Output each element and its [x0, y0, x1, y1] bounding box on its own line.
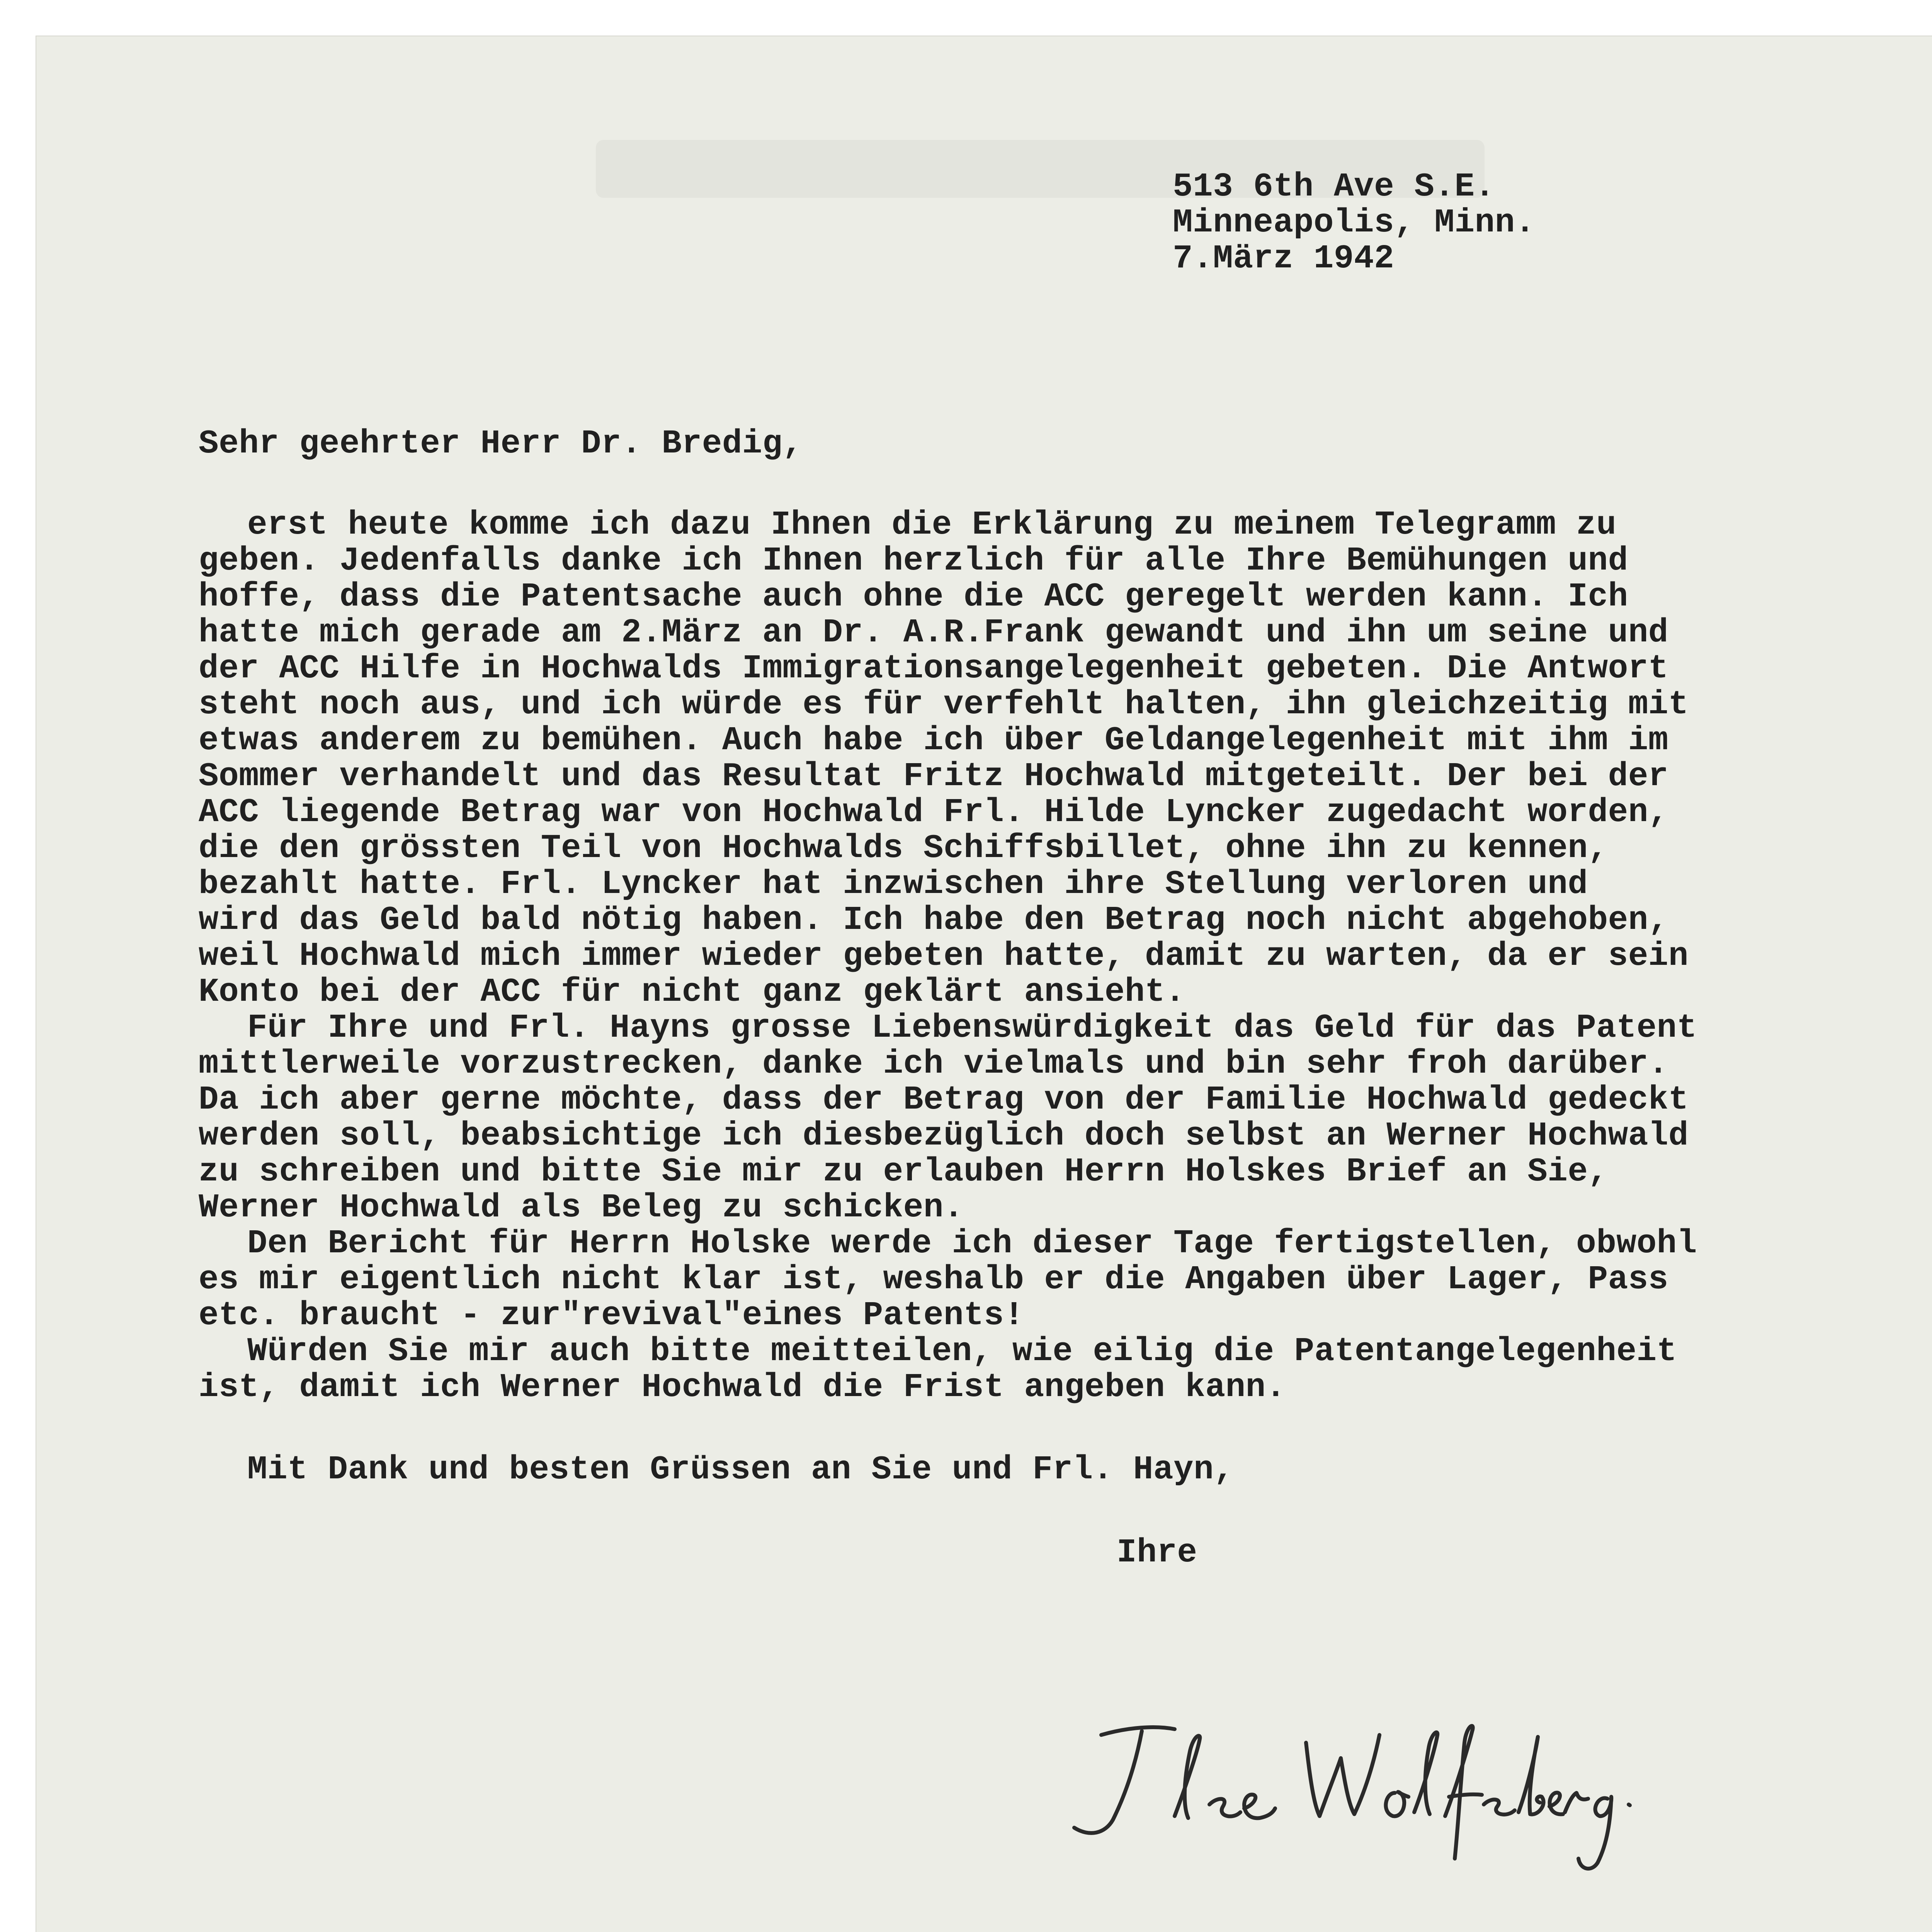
body-line: Für Ihre und Frl. Hayns grosse Liebenswürdigkeit das Geld für das Patent	[247, 1009, 1697, 1047]
body-line: ACC liegende Betrag war von Hochwald Frl. Hilde Lyncker zugedacht worden,	[199, 793, 1668, 831]
body-line: die den grössten Teil von Hochwalds Schiffsbillet, ohne ihn zu kennen,	[199, 829, 1608, 867]
body-line: Werner Hochwald als Beleg zu schicken.	[199, 1189, 964, 1226]
body-line: geben. Jedenfalls danke ich Ihnen herzlich für alle Ihre Bemühungen und	[199, 542, 1628, 580]
body-line: der ACC Hilfe in Hochwalds Immigrationsangelegenheit gebeten. Die Antwort	[199, 650, 1668, 687]
body-line: Konto bei der ACC für nicht ganz geklärt ansieht.	[199, 973, 1185, 1011]
valediction: Ihre	[1117, 1534, 1197, 1571]
body-line: hatte mich gerade am 2.März an Dr. A.R.Frank gewandt und ihn um seine und	[199, 614, 1668, 651]
handwritten-signature	[1059, 1689, 1638, 1882]
body-line: zu schreiben und bitte Sie mir zu erlauben Herrn Holskes Brief an Sie,	[199, 1153, 1608, 1190]
body-line: mittlerweile vorzustrecken, danke ich vielmals und bin sehr froh darüber.	[199, 1045, 1668, 1083]
body-line: es mir eigentlich nicht klar ist, weshalb er die Angaben über Lager, Pass	[199, 1260, 1668, 1298]
closing-line: Mit Dank und besten Grüssen an Sie und Frl. Hayn,	[247, 1451, 1234, 1488]
body-line: etwas anderem zu bemühen. Auch habe ich über Geldangelegenheit mit ihm im	[199, 721, 1668, 759]
body-line: werden soll, beabsichtige ich diesbezüglich doch selbst an Werner Hochwald	[199, 1117, 1689, 1155]
body-line: Sommer verhandelt und das Resultat Fritz Hochwald mitgeteilt. Der bei der	[199, 757, 1668, 795]
body-line: hoffe, dass die Patentsache auch ohne die ACC geregelt werden kann. Ich	[199, 578, 1628, 616]
body-line: etc. braucht - zur"revival"eines Patents!	[199, 1296, 1024, 1334]
body-line: ist, damit ich Werner Hochwald die Frist angeben kann.	[199, 1368, 1286, 1406]
salutation: Sehr geehrter Herr Dr. Bredig,	[199, 425, 803, 463]
body-line: bezahlt hatte. Frl. Lyncker hat inzwischen ihre Stellung verloren und	[199, 865, 1588, 903]
body-line: wird das Geld bald nötig haben. Ich habe den Betrag noch nicht abgehoben,	[199, 901, 1668, 939]
body-line: steht noch aus, und ich würde es für verfehlt halten, ihn gleichzeitig mit	[199, 685, 1689, 723]
letter-date: 7.März 1942	[1173, 240, 1395, 277]
sender-street: 513 6th Ave S.E.	[1173, 168, 1495, 206]
body-line: erst heute komme ich dazu Ihnen die Erklärung zu meinem Telegramm zu	[247, 506, 1617, 544]
body-line: Da ich aber gerne möchte, dass der Betrag von der Familie Hochwald gedeckt	[199, 1081, 1689, 1119]
sender-city: Minneapolis, Minn.	[1173, 204, 1535, 242]
body-line: Den Bericht für Herrn Holske werde ich dieser Tage fertigstellen, obwohl	[247, 1225, 1697, 1262]
body-line: weil Hochwald mich immer wieder gebeten hatte, damit zu warten, da er sein	[199, 937, 1689, 975]
body-line: Würden Sie mir auch bitte meitteilen, wie eilig die Patentangelegenheit	[247, 1332, 1677, 1370]
